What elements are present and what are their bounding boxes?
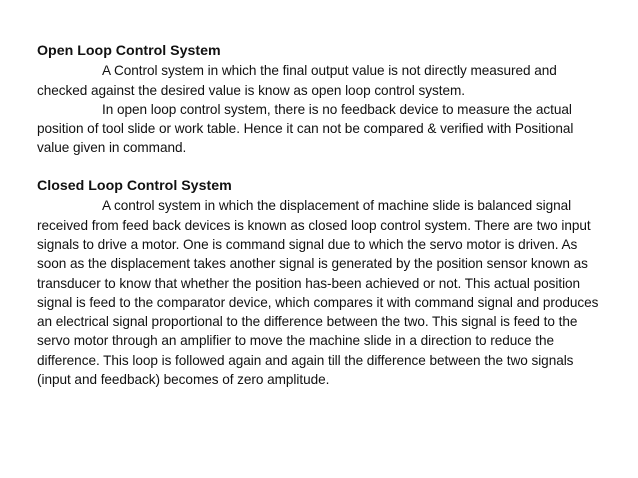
section-spacer <box>37 158 607 177</box>
section-heading-open-loop: Open Loop Control System <box>37 43 221 59</box>
open-loop-definition-paragraph: A Control system in which the final output value is not directly measured and checked against the desired value is know as open loop control system. <box>37 63 557 98</box>
section-closed-loop <box>37 177 607 389</box>
section-heading-closed-loop: Closed Loop Control System <box>37 178 232 195</box>
closed-loop-description-paragraph: A control system in which the displacement of machine slide is balanced signal received from feed back devices is known as closed loop control system. There are two input signals to drive a motor. One is command signal due to which the servo motor is driven. As soon as the displacement takes another signal is generated by the position sensor known as transducer to know that whether the position has-been achieved or not. This actual position signal is feed to the comparator device, which compares it with command signal and produces an electrical signal proportional to the difference between the two. This signal is feed to the servo motor through an amplifier to move the machine slide in a direction to reduce the difference. This loop is followed again and again till the difference between the two signals (input and feedback) becomes of zero amplitude. <box>37 198 599 388</box>
document-page <box>37 42 607 389</box>
section-open-loop <box>37 42 607 158</box>
open-loop-feedback-paragraph: In open loop control system, there is no feedback device to measure the actual position of tool slide or work table. Hence it can not be compared & verified with Positional value given in command. <box>37 101 574 156</box>
